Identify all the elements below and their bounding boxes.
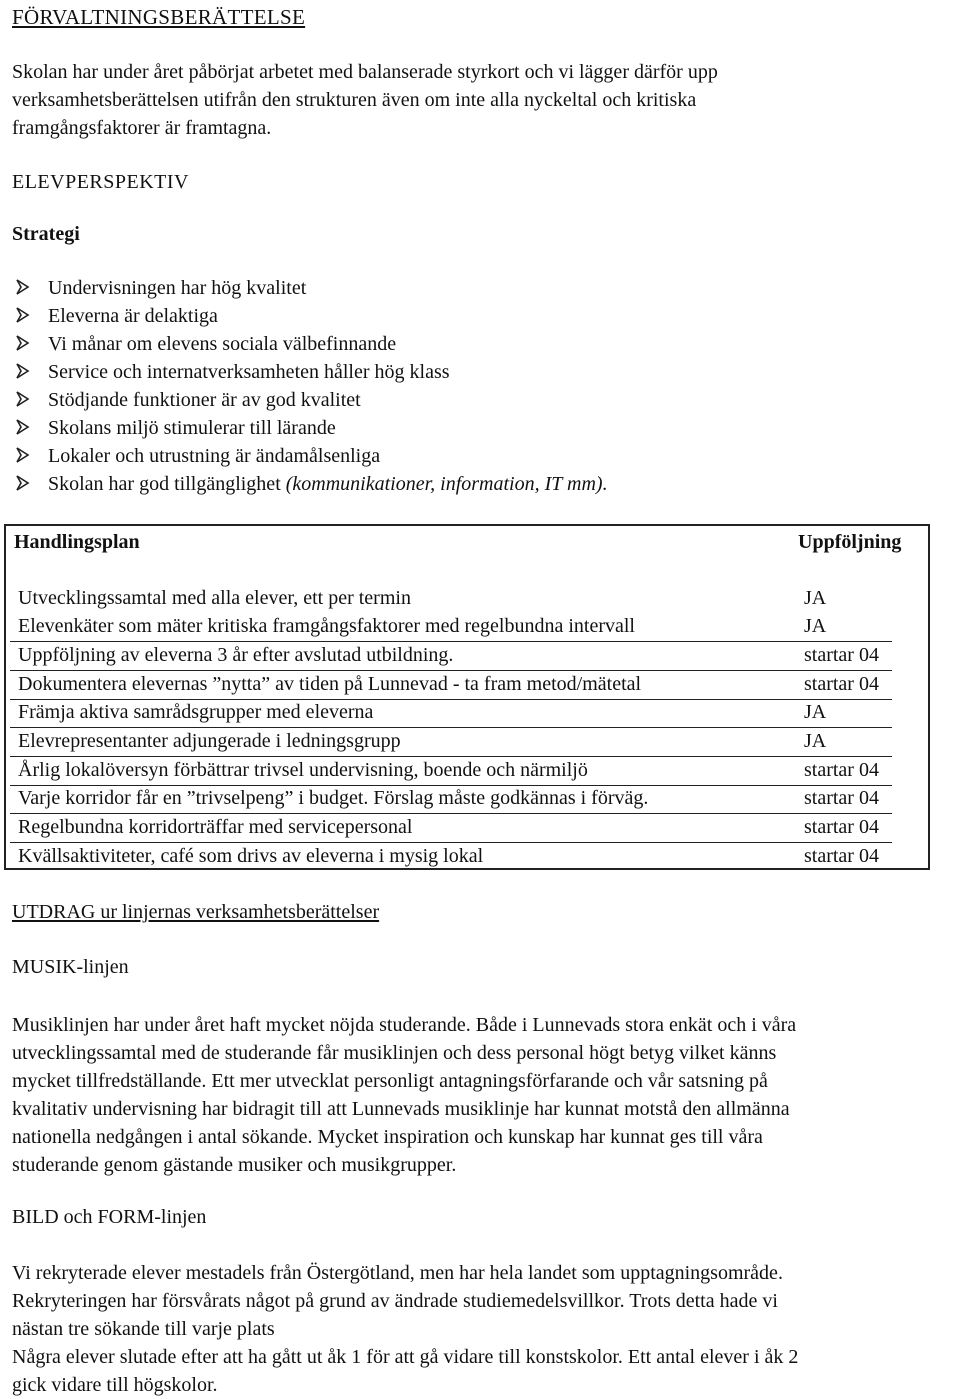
- intro-line: Skolan har under året påbörjat arbetet med balanserade styrkort och vi lägger därför upp: [12, 61, 718, 83]
- table-row: [18, 585, 923, 613]
- table-row: [18, 728, 923, 756]
- strategy-heading: Strategi: [12, 223, 80, 245]
- intro-line: verksamhetsberättelsen utifrån den strukturen även om inte alla nyckeltal och kritiska: [12, 89, 697, 111]
- plan-task: Främja aktiva samrådsgrupper med eleverna: [18, 701, 374, 723]
- arrow-bullet-icon: [14, 333, 32, 353]
- table-row: [18, 642, 923, 670]
- list-item: [12, 360, 608, 388]
- art-line: Vi rekryterade elever mestadels från Östergötland, men har hela landet som upptagningsområde.: [12, 1262, 783, 1284]
- plan-task: Uppföljning av eleverna 3 år efter avslutad utbildning.: [18, 644, 454, 666]
- plan-status: JA: [804, 730, 827, 752]
- art-line: Några elever slutade efter att ha gått ut åk 1 för att gå vidare till konstskolor. Ett antal elever i åk 2: [12, 1346, 799, 1368]
- music-paragraph: [12, 1011, 957, 1179]
- plan-status: startar 04: [804, 673, 879, 695]
- table-row: [18, 699, 923, 727]
- strategy-text: Undervisningen har hög kvalitet: [48, 277, 307, 299]
- plan-status: startar 04: [804, 787, 879, 809]
- intro-paragraph: [12, 60, 718, 144]
- music-line: studerande genom gästande musiker och musikgrupper.: [12, 1154, 457, 1176]
- arrow-bullet-icon: [14, 277, 32, 297]
- table-row: [18, 814, 923, 842]
- plan-task: Regelbundna korridorträffar med servicepersonal: [18, 816, 413, 838]
- music-line: Musiklinjen har under året haft mycket nöjda studerande. Både i Lunnevads stora enkät och i våra: [12, 1014, 797, 1036]
- art-heading: BILD och FORM-linjen: [12, 1206, 207, 1228]
- strategy-text: Vi månar om elevens sociala välbefinnande: [48, 333, 397, 355]
- art-paragraph: [12, 1259, 957, 1399]
- arrow-bullet-icon: [14, 361, 32, 381]
- strategy-text: Service och internatverksamheten håller hög klass: [48, 361, 450, 383]
- plan-task: Elevenkäter som mäter kritiska framgångsfaktorer med regelbundna intervall: [18, 615, 635, 637]
- intro-line: framgångsfaktorer är framtagna.: [12, 117, 272, 139]
- extract-heading: UTDRAG ur linjernas verksamhetsberättelser: [12, 901, 380, 923]
- plan-task: Elevrepresentanter adjungerade i ledningsgrupp: [18, 730, 401, 752]
- strategy-text: Lokaler och utrustning är ändamålsenliga: [48, 445, 381, 467]
- music-line: nationella nedgången i antal sökande. Mycket inspiration och kunskap har kunnat ges till våra: [12, 1126, 763, 1148]
- followup-heading: Uppföljning: [798, 531, 902, 553]
- art-line: Rekryteringen har försvårats något på grund av ändrade studiemedelsvillkor. Trots detta hade vi: [12, 1290, 778, 1312]
- music-line: kvalitativ undervisning har bidragit till att Lunnevads musiklinje har kunnat motstå den allmänna: [12, 1098, 790, 1120]
- strategy-list: [12, 276, 608, 500]
- plan-status: startar 04: [804, 644, 879, 666]
- table-row: [18, 785, 923, 813]
- list-item: [12, 276, 608, 304]
- music-heading: MUSIK-linjen: [12, 956, 129, 978]
- arrow-bullet-icon: [14, 305, 32, 325]
- action-plan-table: [4, 524, 930, 870]
- arrow-bullet-icon: [14, 389, 32, 409]
- plan-status: JA: [804, 701, 827, 723]
- list-item: [12, 472, 608, 500]
- page-title: FÖRVALTNINGSBERÄTTELSE: [12, 5, 306, 29]
- plan-status: startar 04: [804, 816, 879, 838]
- strategy-text: Eleverna är delaktiga: [48, 305, 218, 327]
- arrow-bullet-icon: [14, 445, 32, 465]
- plan-task: Varje korridor får en ”trivselpeng” i budget. Förslag måste godkännas i förväg.: [18, 787, 649, 809]
- section-heading: ELEVPERSPEKTIV: [12, 171, 189, 193]
- list-item: [12, 444, 608, 472]
- art-line: gick vidare till högskolor.: [12, 1374, 218, 1396]
- music-line: mycket tillfredställande. Ett mer utvecklat personligt antagningsförfarande och vår satsning på: [12, 1070, 768, 1092]
- table-row: [18, 613, 923, 641]
- plan-status: startar 04: [804, 845, 879, 867]
- plan-task: Kvällsaktiviteter, café som drivs av eleverna i mysig lokal: [18, 845, 484, 867]
- list-item: [12, 388, 608, 416]
- strategy-text: Stödjande funktioner är av god kvalitet: [48, 389, 361, 411]
- art-line: nästan tre sökande till varje plats: [12, 1318, 275, 1340]
- plan-task: Utvecklingssamtal med alla elever, ett per termin: [18, 587, 411, 609]
- list-item: [12, 332, 608, 360]
- table-row: [18, 757, 923, 785]
- table-row: [18, 671, 923, 699]
- music-line: utvecklingssamtal med de studerande får musiklinjen och dess personal högt betyg vilket känns: [12, 1042, 777, 1064]
- plan-task: Dokumentera elevernas ”nytta” av tiden på Lunnevad - ta fram metod/mätetal: [18, 673, 642, 695]
- plan-task: Årlig lokalöversyn förbättrar trivsel undervisning, boende och närmiljö: [18, 759, 588, 781]
- strategy-text-italic: (kommunikationer, information, IT mm).: [285, 473, 608, 495]
- plan-status: startar 04: [804, 759, 879, 781]
- plan-status: JA: [804, 587, 827, 609]
- arrow-bullet-icon: [14, 473, 32, 493]
- strategy-text: Skolan har god tillgänglighet: [48, 473, 286, 495]
- arrow-bullet-icon: [14, 417, 32, 437]
- strategy-text: Skolans miljö stimulerar till lärande: [48, 417, 336, 439]
- plan-heading: Handlingsplan: [14, 531, 140, 553]
- list-item: [12, 304, 608, 332]
- list-item: [12, 416, 608, 444]
- table-row: [18, 843, 923, 871]
- plan-status: JA: [804, 615, 827, 637]
